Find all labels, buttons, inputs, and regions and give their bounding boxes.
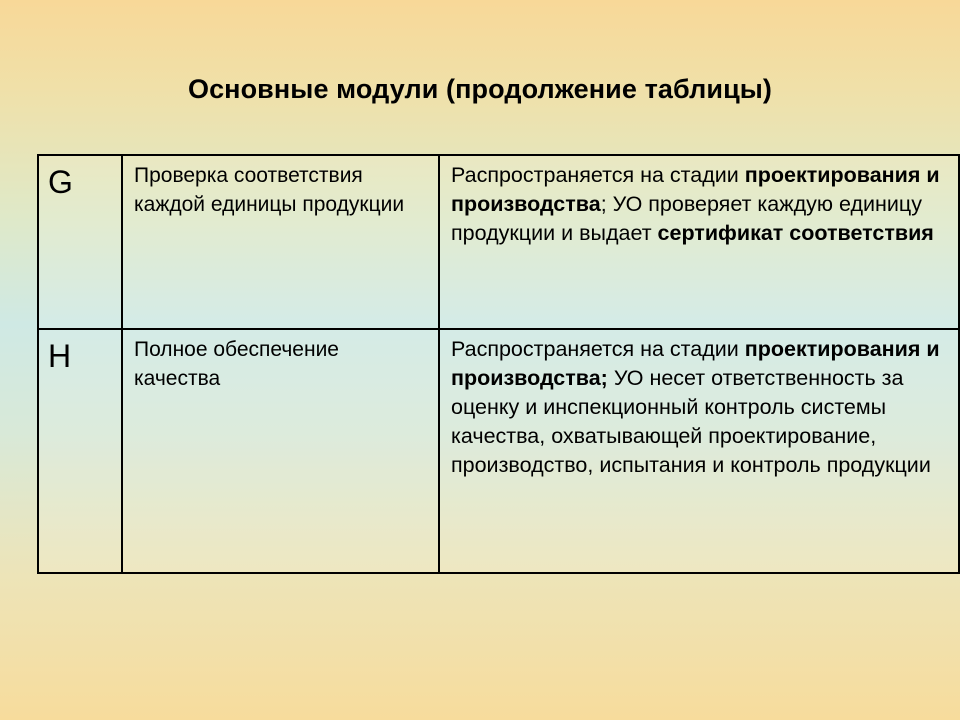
description-bold-text: проектирования и производства; [451, 337, 940, 390]
table-row [38, 329, 959, 573]
description-text: Распространяется на стадии [451, 163, 745, 187]
description-text: Распространяется на стадии [451, 337, 745, 361]
module-description-cell [439, 329, 959, 573]
description-text: ; УО проверяет каждую единицу продукции и выдает [451, 192, 922, 245]
module-name-cell: Полное обеспечение качества [122, 329, 439, 573]
module-description-cell [439, 155, 959, 329]
description-text: УО несет ответственность за оценку и инспекционный контроль системы качества, охватывающей проектирование, производство, испытания и контроль продукции [451, 366, 931, 477]
module-code-cell: H [38, 329, 122, 573]
module-code-cell: G [38, 155, 122, 329]
slide-title: Основные модули (продолжение таблицы) [187, 74, 773, 104]
table-row [38, 155, 959, 329]
modules-table [37, 154, 960, 574]
module-name-cell: Проверка соответствия каждой единицы продукции [122, 155, 439, 329]
description-bold-text: сертификат соответствия [657, 221, 934, 245]
description-bold-text: проектирования и производства [451, 163, 940, 216]
